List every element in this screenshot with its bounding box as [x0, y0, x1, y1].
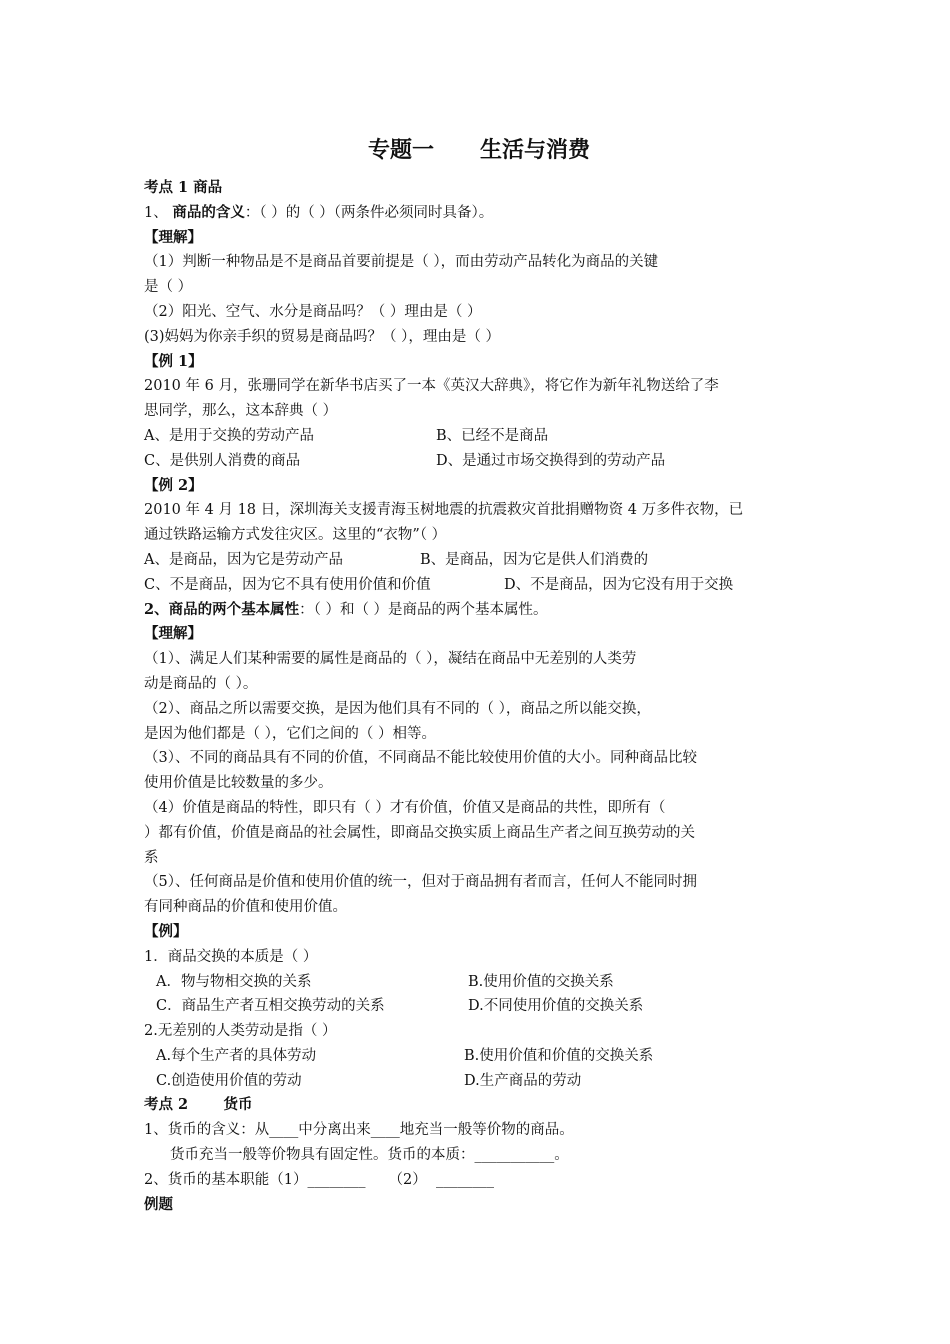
text-line: （2）、商品之所以需要交换，是因为他们具有不同的（ ），商品之所以能交换， [144, 700, 651, 717]
option: B、是商品，因为它是供人们消费的 [420, 551, 649, 568]
option: A、是商品，因为它是劳动产品 [144, 551, 343, 568]
option-row [144, 548, 814, 573]
option: D.生产商品的劳动 [464, 1072, 582, 1089]
question: 2.无差别的人类劳动是指（ ） [144, 1023, 337, 1040]
option: D、是通过市场交换得到的劳动产品 [436, 452, 666, 469]
option: C．商品生产者互相交换劳动的关系 [156, 998, 385, 1015]
text-line: （4）价值是商品的特性，即只有（ ）才有价值，价值又是商品的共性，即所有（ [144, 799, 666, 816]
text-line: （3）、不同的商品具有不同的价值，不同商品不能比较使用价值的大小。同种商品比较 [144, 750, 697, 767]
text-line: 是（ ） [144, 279, 193, 296]
option-row [144, 994, 814, 1019]
section-heading-2: 考点 2 货币 [144, 1096, 253, 1114]
text-line: 货币充当一般等价物具有固定性。货币的本质：___________。 [170, 1147, 569, 1164]
understanding-heading: 【理解】 [144, 625, 202, 643]
document-page [144, 128, 814, 1217]
option: B、已经不是商品 [436, 427, 549, 444]
text: ：（ ）的（ ）（两条件必须同时具备）。 [244, 204, 494, 221]
text-line: （5）、任何商品是价值和使用价值的统一，但对于商品拥有者而言，任何人不能同时拥 [144, 874, 697, 891]
term: 商品的含义 [172, 203, 245, 221]
option: A.每个生产者的具体劳动 [156, 1047, 317, 1064]
text: ：（ ）和（ ）是商品的两个基本属性。 [299, 601, 548, 618]
option: C、是供别人消费的商品 [144, 452, 301, 469]
option: C、不是商品，因为它不具有使用价值和价值 [144, 576, 431, 593]
option-row [144, 424, 814, 449]
option: B.使用价值和价值的交换关系 [464, 1047, 654, 1064]
option: A、是用于交换的劳动产品 [144, 427, 314, 444]
page-title: 专题一 生活与消费 [368, 137, 590, 163]
text-line [144, 598, 814, 623]
option-row [144, 1069, 814, 1094]
example-heading: 【例 2】 [144, 476, 203, 494]
example-heading: 例题 [144, 1195, 173, 1213]
text-line: 2010 年 6 月，张珊同学在新华书店买了一本《英汉大辞典》，将它作为新年礼物送给了李 [144, 378, 719, 395]
text: 1、 [144, 204, 173, 221]
option-row [144, 970, 814, 995]
text-line: 使用价值是比较数量的多少。 [144, 775, 333, 792]
text-line: 有同种商品的价值和使用价值。 [144, 899, 347, 916]
option: D、不是商品，因为它没有用于交换 [504, 576, 734, 593]
text-line: （1）判断一种物品是不是商品首要前提是（ ），而由劳动产品转化为商品的关键 [144, 254, 659, 271]
option-row [144, 449, 814, 474]
option-row [144, 1044, 814, 1069]
example-heading: 【例】 [144, 922, 188, 940]
text-line [144, 201, 814, 226]
text-line: （2）阳光、空气、水分是商品吗？（ ）理由是（ ） [144, 303, 482, 320]
option: A．物与物相交换的关系 [156, 973, 312, 990]
option: D.不同使用价值的交换关系 [468, 998, 644, 1015]
term: 2、商品的两个基本属性 [144, 600, 300, 618]
text-line: 是因为他们都是（ ），它们之间的（ ）相等。 [144, 725, 436, 742]
option: C.创造使用价值的劳动 [156, 1072, 302, 1089]
option-row [144, 573, 814, 598]
text-line: 动是商品的（ ）。 [144, 675, 258, 692]
text-line: 1、货币的含义：从____中分离出来____地充当一般等价物的商品。 [144, 1122, 574, 1139]
text-line: 思同学，那么，这本辞典（ ） [144, 403, 338, 420]
text-line: （1）、满足人们某种需要的属性是商品的（ ），凝结在商品中无差别的人类劳 [144, 651, 637, 668]
understanding-heading: 【理解】 [144, 228, 202, 246]
text-line: ）都有价值，价值是商品的社会属性，即商品交换实质上商品生产者之间互换劳动的关 [144, 824, 695, 841]
text-line: 通过铁路运输方式发往灾区。这里的“衣物”（ ） [144, 527, 447, 544]
example-heading: 【例 1】 [144, 352, 203, 370]
question: 1．商品交换的本质是（ ） [144, 948, 318, 965]
text-line: 2、货币的基本职能（1）________ （2） ________ [144, 1171, 494, 1188]
text-line: (3)妈妈为你亲手织的贸易是商品吗？（ ），理由是（ ） [144, 328, 501, 345]
section-heading-1: 考点 1 商品 [144, 179, 223, 196]
option: B.使用价值的交换关系 [468, 973, 614, 990]
text-line: 2010 年 4 月 18 日，深圳海关支援青海玉树地震的抗震救灾首批捐赠物资 4 万多件衣物，已 [144, 502, 744, 519]
text-line: 系 [144, 849, 159, 866]
